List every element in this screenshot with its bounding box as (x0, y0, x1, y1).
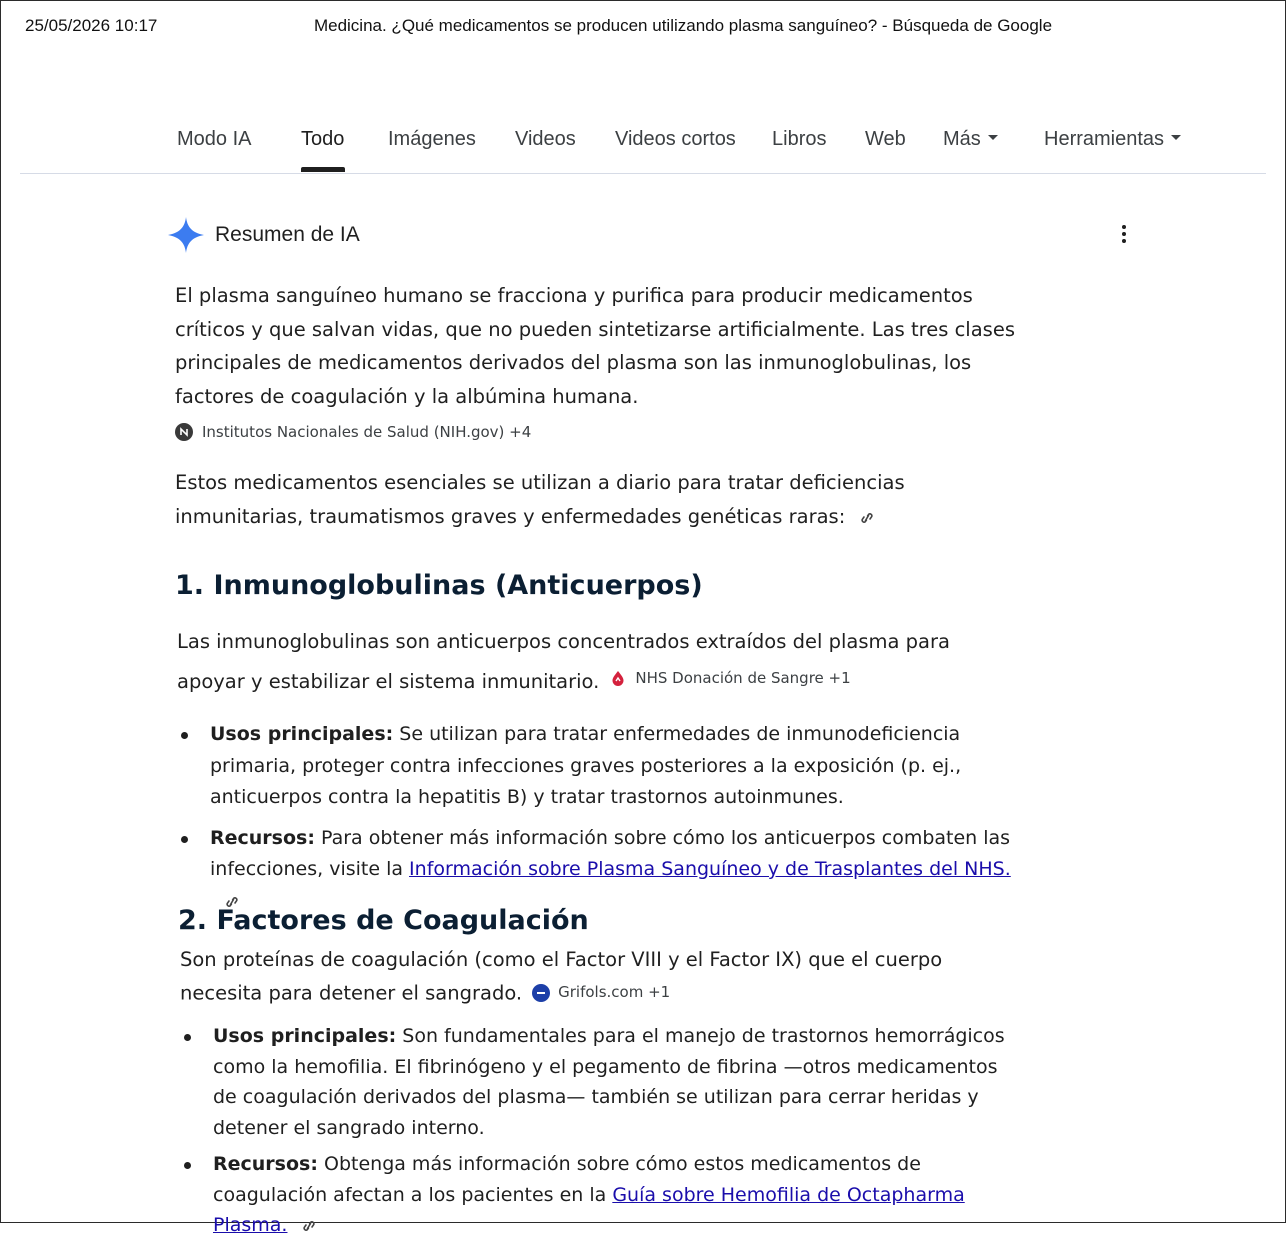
list-item (178, 823, 1018, 918)
tab-videos-cortos[interactable]: Videos cortos (615, 128, 736, 150)
source-chip-grifols-label: Grifols.com +1 (558, 983, 671, 1001)
bullet-label: Usos principales: (210, 723, 394, 745)
section-coagulation-text (180, 943, 1020, 1010)
print-page-title: Medicina. ¿Qué medicamentos se producen utilizando plasma sanguíneo? - Búsqueda de Google (313, 16, 1053, 35)
source-chip-grifols[interactable] (532, 976, 670, 1009)
tab-videos[interactable]: Videos (515, 128, 576, 150)
coagulation-bullet-list (181, 1021, 1011, 1241)
ai-intro-text: El plasma sanguíneo humano se fracciona y purifica para producir medicamentos críticos y que salvan vidas, que no pueden sintetizarse artificialmente. Las tres clases principales de medicamentos derivados del plasma son las inmunoglobulinas, los factores de coagulación y la albúmina humana. (175, 284, 1015, 409)
list-item (181, 1149, 1011, 1241)
section-coagulation-body: Son proteínas de coagulación (como el Factor VIII y el Factor IX) que el cuerpo necesita para detener el sangrado. (180, 948, 943, 1005)
chevron-down-icon (1171, 135, 1181, 140)
source-chip-nih-label: Institutos Nacionales de Salud (NIH.gov) +4 (202, 423, 532, 441)
nhs-blood-favicon (609, 669, 627, 687)
source-chip-nhs-label: NHS Donación de Sangre +1 (635, 669, 851, 687)
nih-favicon (175, 423, 193, 441)
tab-mas-label: Más (943, 128, 981, 150)
grifols-favicon (532, 984, 550, 1002)
tab-modo-ia[interactable]: Modo IA (177, 128, 252, 150)
tab-mas[interactable] (943, 128, 998, 151)
immunoglobulins-bullet-list (178, 719, 1018, 917)
chevron-down-icon (988, 135, 998, 140)
bullet-text: Se utilizan para tratar enfermedades de inmunodeficiencia primaria, proteger contra infecciones graves posteriores a la exposición (p. ej., anticuerpos contra la hepatitis B) y tratar trastornos autoinmunes. (210, 723, 962, 808)
bullet-text: Para obtener más información sobre cómo los anticuerpos combaten las infecciones, visite la (210, 826, 1011, 880)
link-icon[interactable] (859, 512, 875, 524)
section-immunoglobulins-text (177, 624, 1017, 700)
tab-todo[interactable]: Todo (301, 128, 345, 150)
source-chip-nhs[interactable] (609, 660, 850, 696)
bullet-label: Recursos: (210, 826, 315, 849)
ai-summary-label: Estos medicamentos esenciales se utilizan a diario para tratar deficiencias inmunitarias, traumatismos graves y enfermedades genéticas raras: (175, 471, 905, 528)
tab-web[interactable]: Web (865, 128, 906, 150)
source-chip-nih[interactable] (175, 423, 531, 441)
section-immunoglobulins-body: Las inmunoglobulinas son anticuerpos concentrados extraídos del plasma para apoyar y estabilizar el sistema inmunitario. (177, 630, 950, 693)
active-tab-indicator (301, 167, 345, 172)
ai-overview-header (167, 216, 360, 254)
tab-libros[interactable]: Libros (772, 128, 827, 150)
octapharma-hemophilia-link[interactable]: Guía sobre Hemofilia de Octapharma Plasma. (213, 1183, 965, 1236)
tools-label: Herramientas (1044, 128, 1165, 150)
tools-menu[interactable] (1044, 128, 1181, 151)
bullet-text: Obtenga más información sobre cómo estos medicamentos de coagulación afectan a los pacientes en la (213, 1153, 921, 1206)
print-datetime: 25/05/2026 10:17 (25, 16, 158, 35)
tab-imagenes[interactable]: Imágenes (388, 128, 476, 150)
bullet-label: Recursos: (213, 1153, 318, 1175)
section-heading-coagulation: 2. Factores de Coagulación (178, 905, 589, 936)
sparkle-icon (167, 216, 205, 254)
more-vert-icon[interactable] (1112, 222, 1136, 246)
list-item (181, 1021, 1011, 1143)
bullet-text: Son fundamentales para el manejo de trastornos hemorrágicos como la hemofilia. El fibrinógeno y el pegamento de fibrina —otros medicamentos de coagulación derivados del plasma— también se utilizan para cerrar heridas y detener el sangrado interno. (213, 1025, 1005, 1139)
ai-summary-text (175, 466, 1025, 533)
list-item (178, 719, 1018, 814)
ai-overview-title: Resumen de IA (215, 223, 360, 246)
link-icon[interactable] (301, 1220, 317, 1232)
bullet-label: Usos principales: (213, 1025, 397, 1047)
search-tabs-bar (20, 118, 1266, 174)
nhs-plasma-info-link[interactable]: Información sobre Plasma Sanguíneo y de Trasplantes del NHS. (409, 858, 1011, 880)
section-heading-immunoglobulins: 1. Inmunoglobulinas (Anticuerpos) (175, 570, 703, 601)
